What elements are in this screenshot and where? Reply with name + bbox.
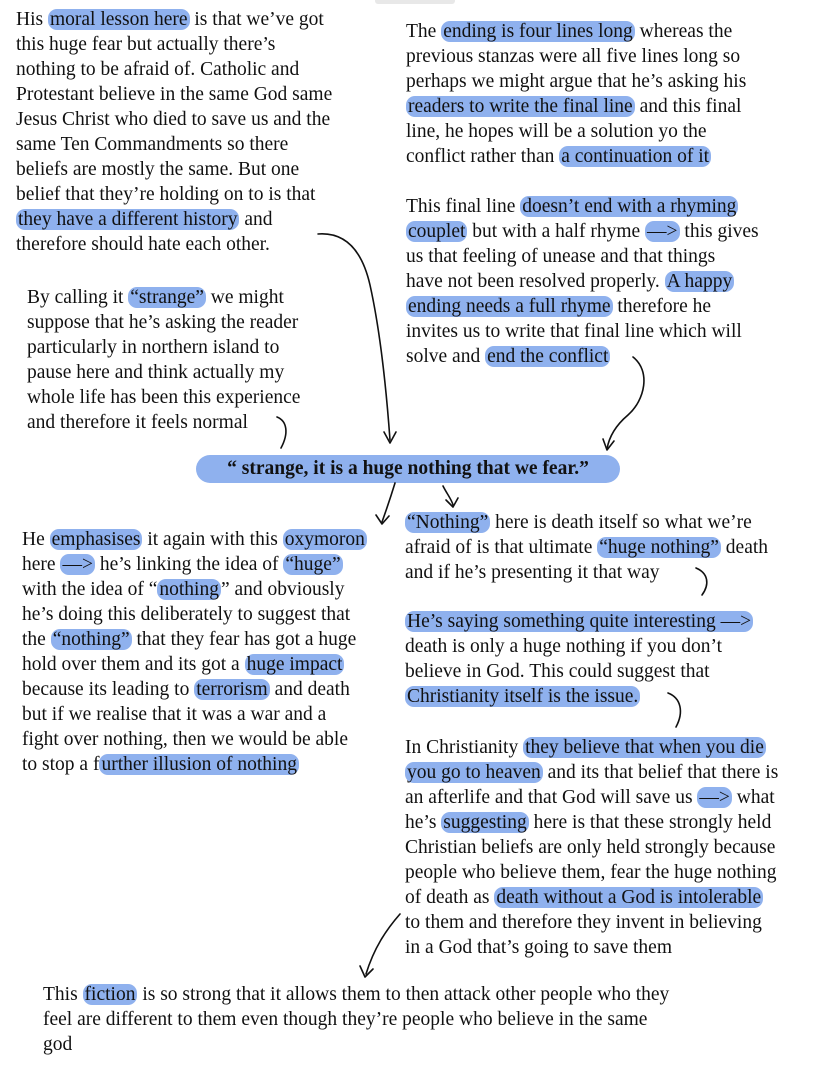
note-text: people who believe them, fear the huge nothing — [405, 862, 777, 883]
note-text: suppose that he’s asking the reader — [27, 312, 299, 333]
highlighted-phrase: Christianity itself is the issue. — [407, 686, 639, 707]
highlighted-phrase: couplet — [408, 221, 466, 242]
note-text: the — [22, 629, 51, 650]
note-text: therefore should hate each other. — [16, 234, 270, 255]
highlighted-phrase: you go to heaven — [407, 762, 541, 783]
note-text: and this final — [634, 96, 742, 117]
note-text: pause here and think actually my — [27, 362, 285, 383]
note-text: His — [16, 9, 48, 30]
note-text: He — [22, 529, 50, 550]
note-text: he’s doing this deliberately to suggest that — [22, 604, 351, 625]
note-text: therefore he — [612, 296, 712, 317]
highlighted-phrase: readers to write the final line — [408, 96, 633, 117]
note-text: is so strong that it allows them to then attack other people who they — [137, 984, 670, 1005]
note-text: death is only a huge nothing if you don’t — [405, 636, 723, 657]
note-text: line, he hopes will be a solution yo the — [406, 121, 707, 142]
highlighted-phrase: doesn’t end with a rhyming — [522, 196, 737, 217]
note-text: he’s linking the idea of — [94, 554, 284, 575]
note-text: fight over nothing, then we would be able — [22, 729, 349, 750]
highlighted-phrase: moral lesson here — [49, 9, 188, 30]
note-text: invites us to write that final line which will — [406, 321, 742, 342]
highlighted-phrase: suggesting — [443, 812, 527, 833]
highlighted-phrase: death without a God is intolerable — [496, 887, 762, 908]
note-text: perhaps we might argue that he’s asking his — [406, 71, 747, 92]
note-text: here is that these strongly held — [528, 812, 772, 833]
note-text: Christian beliefs are only held strongly because — [405, 837, 776, 858]
note-text: beliefs are mostly the same. But one — [16, 159, 300, 180]
note-text: it again with this — [142, 529, 283, 550]
note-text: Jesus Christ who died to save us and the — [16, 109, 331, 130]
note-text: and therefore it feels normal — [27, 412, 248, 433]
arrow-that-way-tick — [696, 568, 707, 595]
note-text: god — [43, 1034, 73, 1055]
note-text: believe in God. This could suggest that — [405, 661, 710, 682]
note-text: afraid of is that ultimate — [405, 537, 598, 558]
note-text: whole life has been this experience — [27, 387, 301, 408]
note-text: have not been resolved properly. — [406, 271, 665, 292]
note-text: This — [43, 984, 83, 1005]
highlighted-phrase: urther illusion of nothing — [101, 754, 297, 775]
note-text: of death as — [405, 887, 495, 908]
note-text: this gives — [679, 221, 759, 242]
note-text: with the idea of “ — [22, 579, 158, 600]
highlighted-phrase: nothing — [159, 579, 219, 600]
highlighted-phrase: they believe that when you die — [525, 737, 764, 758]
note-text: this huge fear but actually there’s — [16, 34, 276, 55]
note-text: In Christianity — [405, 737, 524, 758]
highlighted-phrase: ending is four lines long — [443, 21, 633, 42]
highlighted-phrase: fiction — [84, 984, 136, 1005]
poem-quote: “ strange, it is a huge nothing that we fear.” — [196, 455, 620, 483]
highlighted-phrase: ending needs a full rhyme — [408, 296, 611, 317]
highlighted-phrase: “nothing” — [52, 629, 130, 650]
note-text: us that feeling of unease and that things — [406, 246, 716, 267]
note-text: and if he’s presenting it that way — [405, 562, 660, 583]
arrow-moral-to-quote — [318, 234, 390, 440]
note-text: This final line — [406, 196, 521, 217]
note-text: same Ten Commandments so there — [16, 134, 289, 155]
highlighted-phrase: —> — [699, 787, 730, 808]
highlighted-phrase: end the conflict — [487, 346, 609, 367]
note-text: By calling it — [27, 287, 129, 308]
highlighted-phrase: huge impact — [246, 654, 343, 675]
note-text: he’s — [405, 812, 442, 833]
arrow-normal-tick — [277, 417, 286, 448]
note-text: particularly in northern island to — [27, 337, 280, 358]
highlighted-phrase: “strange” — [130, 287, 204, 308]
note-text: feel are different to them even though they’re people who believe in the same — [43, 1009, 648, 1030]
note-text: that they fear has got a huge — [131, 629, 357, 650]
note-text: we might — [205, 287, 284, 308]
note-text: Protestant believe in the same God same — [16, 84, 333, 105]
arrow-beliefs-to-fiction — [366, 914, 400, 974]
note-text: conflict rather than — [406, 146, 560, 167]
highlighted-phrase: —> — [62, 554, 93, 575]
note-text: here is death itself so what we’re — [490, 512, 752, 533]
highlighted-phrase: A happy — [666, 271, 733, 292]
highlighted-phrase: —> — [647, 221, 678, 242]
note-text: but if we realise that it was a war and a — [22, 704, 327, 725]
note-text: to stop a f — [22, 754, 100, 775]
note-text: death — [720, 537, 769, 558]
highlighted-phrase: “huge” — [285, 554, 341, 575]
highlighted-phrase: He’s saying something quite interesting —> — [407, 611, 752, 632]
note-text: belief that they’re holding on to is that — [16, 184, 316, 205]
note-text: solve and — [406, 346, 486, 367]
note-text: The — [406, 21, 442, 42]
note-text: and its that belief that there is — [542, 762, 779, 783]
highlighted-phrase: a continuation of it — [561, 146, 710, 167]
note-text: ” and obviously — [220, 579, 345, 600]
note-text: here — [22, 554, 61, 575]
highlighted-phrase: terrorism — [196, 679, 268, 700]
highlighted-phrase: emphasises — [51, 529, 141, 550]
highlighted-phrase: oxymoron — [284, 529, 365, 550]
note-text: and — [239, 209, 273, 230]
highlighted-phrase: “Nothing” — [407, 512, 489, 533]
arrow-conflict-to-quote — [607, 357, 644, 449]
note-text: and death — [269, 679, 350, 700]
note-text: because its leading to — [22, 679, 195, 700]
arrow-issue-tick — [668, 693, 680, 727]
note-text: nothing to be afraid of. Catholic and — [16, 59, 300, 80]
note-text: hold over them and its got a — [22, 654, 245, 675]
note-text: in a God that’s going to save them — [405, 937, 673, 958]
note-text: an afterlife and that God will save us — [405, 787, 698, 808]
highlighted-phrase: “huge nothing” — [599, 537, 719, 558]
note-text: what — [731, 787, 775, 808]
note-text: whereas the — [634, 21, 733, 42]
note-text: is that we’ve got — [189, 9, 324, 30]
note-text: previous stanzas were all five lines long so — [406, 46, 741, 67]
note-text: to them and therefore they invent in believing — [405, 912, 762, 933]
highlighted-phrase: they have a different history — [18, 209, 238, 230]
note-text: but with a half rhyme — [467, 221, 646, 242]
